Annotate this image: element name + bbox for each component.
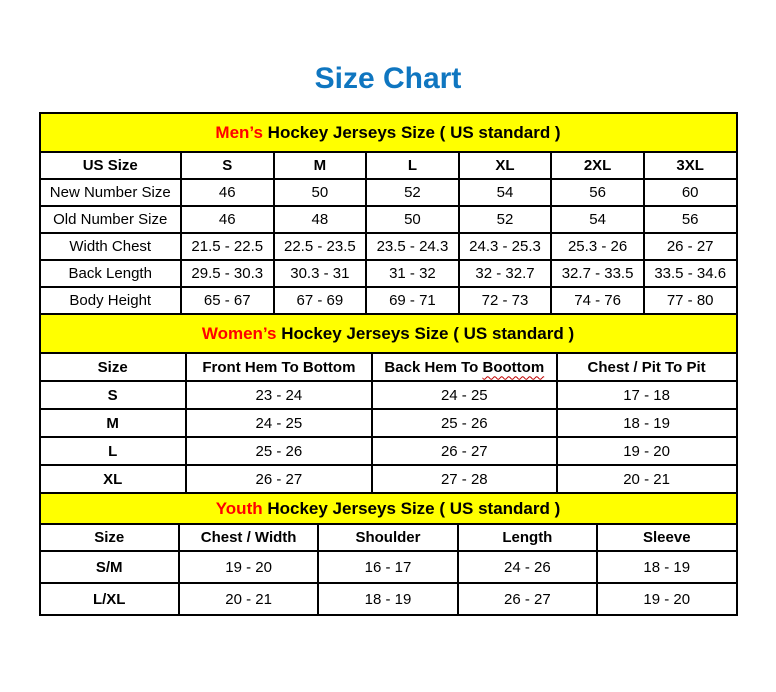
womens-banner-highlight: Women’s (201, 323, 277, 343)
mens-cell-value: 32 - 32.7 (459, 260, 552, 287)
youth-cell-value: 26 - 27 (458, 583, 597, 615)
womens-column-header: Back Hem To Boottom (372, 353, 557, 381)
youth-cell-value: 19 - 20 (179, 551, 318, 583)
mens-row-label: Width Chest (40, 233, 181, 260)
mens-cell-value: 24.3 - 25.3 (459, 233, 552, 260)
mens-cell-value: 31 - 32 (366, 260, 459, 287)
youth-banner (39, 492, 738, 525)
youth-cell-value: 20 - 21 (179, 583, 318, 615)
womens-cell-value: 23 - 24 (186, 381, 372, 409)
mens-table-row (40, 233, 737, 260)
womens-cell-value: 26 - 27 (372, 437, 557, 465)
youth-cell-value: 19 - 20 (597, 583, 736, 615)
mens-table-row (40, 287, 737, 314)
misspelled-word: Boottom (482, 358, 545, 376)
womens-cell-value: 26 - 27 (186, 465, 372, 493)
youth-column-header: Sleeve (597, 524, 736, 551)
mens-cell-value: 72 - 73 (459, 287, 552, 314)
mens-size-table (39, 151, 738, 315)
section-mens (39, 112, 738, 315)
mens-row-label: Back Length (40, 260, 181, 287)
mens-cell-value: 22.5 - 23.5 (274, 233, 367, 260)
mens-cell-value: 50 (366, 206, 459, 233)
youth-row-label: S/M (40, 551, 179, 583)
youth-column-header: Chest / Width (179, 524, 318, 551)
mens-column-header: L (366, 152, 459, 179)
youth-column-header: Shoulder (318, 524, 457, 551)
youth-banner-text: Hockey Jerseys Size ( US standard ) (262, 498, 561, 518)
womens-cell-value: 27 - 28 (372, 465, 557, 493)
mens-cell-value: 54 (551, 206, 644, 233)
womens-column-header: Size (40, 353, 186, 381)
youth-table-row (40, 583, 737, 615)
womens-header-row (40, 353, 737, 381)
womens-row-label: M (40, 409, 186, 437)
mens-cell-value: 25.3 - 26 (551, 233, 644, 260)
mens-cell-value: 56 (551, 179, 644, 206)
mens-cell-value: 69 - 71 (366, 287, 459, 314)
mens-cell-value: 65 - 67 (181, 287, 274, 314)
mens-cell-value: 32.7 - 33.5 (551, 260, 644, 287)
mens-table-row (40, 179, 737, 206)
mens-cell-value: 26 - 27 (644, 233, 737, 260)
womens-table-row (40, 409, 737, 437)
page-title: Size Chart (314, 62, 462, 95)
womens-cell-value: 25 - 26 (186, 437, 372, 465)
youth-column-header: Length (458, 524, 597, 551)
mens-cell-value: 46 (181, 179, 274, 206)
mens-column-header: 3XL (644, 152, 737, 179)
womens-size-table (39, 352, 738, 494)
mens-cell-value: 52 (366, 179, 459, 206)
womens-cell-value: 20 - 21 (557, 465, 737, 493)
mens-cell-value: 74 - 76 (551, 287, 644, 314)
mens-cell-value: 67 - 69 (274, 287, 367, 314)
womens-cell-value: 17 - 18 (557, 381, 737, 409)
section-womens (39, 313, 738, 494)
mens-cell-value: 48 (274, 206, 367, 233)
youth-table-row (40, 551, 737, 583)
mens-cell-value: 29.5 - 30.3 (181, 260, 274, 287)
mens-column-header: M (274, 152, 367, 179)
mens-cell-value: 23.5 - 24.3 (366, 233, 459, 260)
womens-row-label: S (40, 381, 186, 409)
womens-row-label: L (40, 437, 186, 465)
mens-cell-value: 56 (644, 206, 737, 233)
womens-cell-value: 24 - 25 (186, 409, 372, 437)
womens-cell-value: 25 - 26 (372, 409, 557, 437)
womens-cell-value: 19 - 20 (557, 437, 737, 465)
mens-cell-value: 52 (459, 206, 552, 233)
mens-column-header: 2XL (551, 152, 644, 179)
womens-table-row (40, 465, 737, 493)
mens-banner (39, 112, 738, 153)
mens-table-row (40, 206, 737, 233)
mens-cell-value: 30.3 - 31 (274, 260, 367, 287)
youth-cell-value: 18 - 19 (318, 583, 457, 615)
mens-table-row (40, 260, 737, 287)
mens-banner-text: Hockey Jerseys Size ( US standard ) (262, 122, 561, 142)
mens-cell-value: 54 (459, 179, 552, 206)
mens-row-label: Old Number Size (40, 206, 181, 233)
youth-row-label: L/XL (40, 583, 179, 615)
mens-cell-value: 33.5 - 34.6 (644, 260, 737, 287)
womens-banner (39, 313, 738, 354)
youth-column-header: Size (40, 524, 179, 551)
womens-table-row (40, 437, 737, 465)
womens-cell-value: 24 - 25 (372, 381, 557, 409)
womens-row-label: XL (40, 465, 186, 493)
youth-size-table (39, 523, 738, 616)
mens-cell-value: 50 (274, 179, 367, 206)
youth-cell-value: 18 - 19 (597, 551, 736, 583)
youth-cell-value: 16 - 17 (318, 551, 457, 583)
mens-row-label: New Number Size (40, 179, 181, 206)
mens-column-header: US Size (40, 152, 181, 179)
mens-cell-value: 60 (644, 179, 737, 206)
mens-row-label: Body Height (40, 287, 181, 314)
womens-table-row (40, 381, 737, 409)
mens-cell-value: 77 - 80 (644, 287, 737, 314)
mens-cell-value: 21.5 - 22.5 (181, 233, 274, 260)
mens-banner-highlight: Men’s (215, 122, 263, 142)
womens-column-header: Front Hem To Bottom (186, 353, 372, 381)
section-youth (39, 492, 738, 616)
mens-cell-value: 46 (181, 206, 274, 233)
womens-banner-text: Hockey Jerseys Size ( US standard ) (276, 323, 575, 343)
youth-cell-value: 24 - 26 (458, 551, 597, 583)
mens-header-row (40, 152, 737, 179)
youth-header-row (40, 524, 737, 551)
mens-column-header: S (181, 152, 274, 179)
womens-column-header: Chest / Pit To Pit (557, 353, 737, 381)
youth-banner-highlight: Youth (215, 498, 263, 518)
size-chart-tables (39, 112, 738, 616)
womens-cell-value: 18 - 19 (557, 409, 737, 437)
mens-column-header: XL (459, 152, 552, 179)
